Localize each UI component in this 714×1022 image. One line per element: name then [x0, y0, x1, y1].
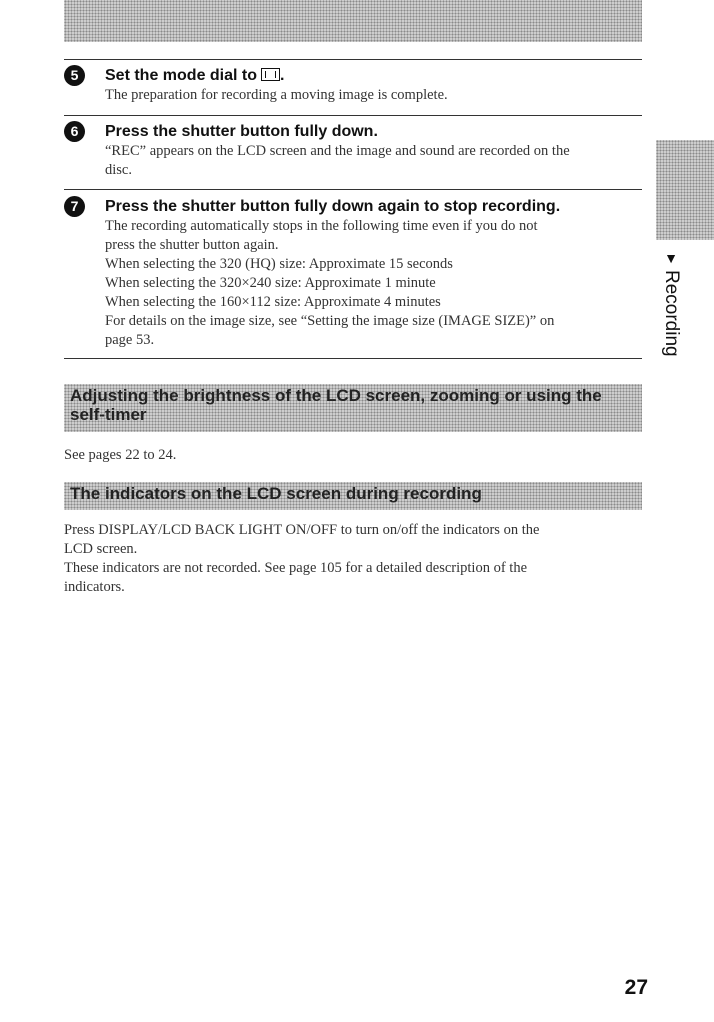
section-heading-banner — [64, 482, 642, 510]
step-7 — [64, 196, 642, 350]
section-tab-label — [656, 250, 686, 357]
body-line: LCD screen. — [64, 541, 138, 557]
step-text-line: The recording automatically stops in the following time even if you do not — [105, 218, 538, 234]
body-line: These indicators are not recorded. See page 105 for a detailed description of the — [64, 560, 528, 576]
triangle-down-icon: ▼ — [663, 250, 679, 266]
step-title: Set the mode dial to . — [105, 67, 285, 84]
divider — [64, 189, 642, 190]
section-body — [64, 521, 642, 597]
body-line: Press DISPLAY/LCD BACK LIGHT ON/OFF to turn on/off the indicators on the — [64, 522, 540, 538]
step-text-line: When selecting the 320×240 size: Approximate 1 minute — [105, 275, 436, 291]
divider — [64, 358, 642, 359]
section-heading-line: self-timer — [70, 405, 147, 424]
page-number: 27 — [624, 976, 648, 999]
movie-mode-icon — [261, 68, 280, 81]
step-text-line: page 53. — [105, 332, 155, 348]
step-6 — [64, 121, 642, 180]
section-tab-marker — [656, 140, 714, 240]
step-number-badge: 5 — [64, 65, 85, 86]
divider — [64, 59, 642, 60]
step-title: Press the shutter button fully down again to stop recording. — [105, 198, 561, 215]
body-line: indicators. — [64, 579, 125, 595]
step-text-line: When selecting the 160×112 size: Approximate 4 minutes — [105, 294, 441, 310]
step-text-line: press the shutter button again. — [105, 237, 279, 253]
section-tab-text: Recording — [661, 270, 682, 357]
step-number-badge: 7 — [64, 196, 85, 217]
step-number-badge: 6 — [64, 121, 85, 142]
section-heading-line: Adjusting the brightness of the LCD screen, zooming or using the — [70, 386, 602, 405]
section-heading-line: The indicators on the LCD screen during recording — [70, 484, 482, 503]
header-band — [64, 0, 642, 42]
step-text-line: “REC” appears on the LCD screen and the image and sound are recorded on the — [105, 143, 570, 159]
step-title: Press the shutter button fully down. — [105, 123, 378, 140]
divider — [64, 115, 642, 116]
section-heading-banner — [64, 384, 642, 432]
section-body — [64, 446, 642, 465]
step-text-line: For details on the image size, see “Setting the image size (IMAGE SIZE)” on — [105, 313, 555, 329]
body-line: See pages 22 to 24. — [64, 447, 177, 463]
step-text-line: The preparation for recording a moving image is complete. — [105, 87, 448, 103]
step-text-line: When selecting the 320 (HQ) size: Approximate 15 seconds — [105, 256, 453, 272]
step-5 — [64, 65, 642, 105]
step-text-line: disc. — [105, 162, 132, 178]
